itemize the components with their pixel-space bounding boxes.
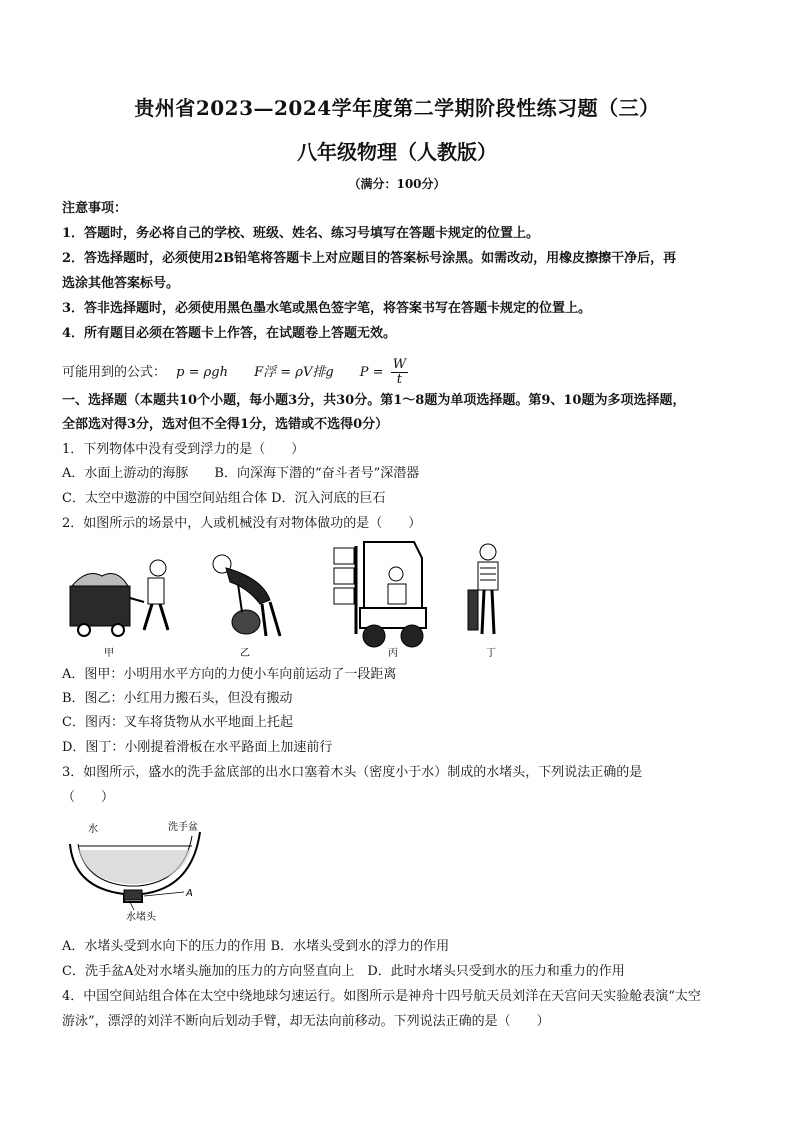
- full-score: （满分：100分）: [348, 177, 446, 191]
- q3-basin-figure: [64, 816, 224, 926]
- figure-yi-lift-stone: [213, 555, 280, 636]
- water-plug-label: 水堵头: [126, 912, 156, 923]
- note-item-1: 1．答题时，务必将自己的学校、班级、姓名、练习号填写在答题卡规定的位置上。: [62, 226, 540, 241]
- formula-numerator: W: [392, 357, 407, 372]
- q4-stem: 4．中国空间站组合体在太空中绕地球匀速运行。如图所示是神舟十四号航天员刘洋在天宫问天实验舱表演“太空: [62, 989, 701, 1004]
- q1-stem: 1．下列物体中没有受到浮力的是（ ）: [62, 442, 305, 457]
- q4-stem-cont: 游泳”，漂浮的刘洋不断向后划动手臂，却无法向前移动。下列说法正确的是（ ）: [62, 1014, 550, 1029]
- q1-options-cd: C．太空中遨游的中国空间站组合体 D．沉入河底的巨石: [62, 491, 386, 506]
- formula-denominator: t: [396, 372, 403, 387]
- q3-options-ab: A．水堵头受到水向下的压力的作用 B．水堵头受到水的浮力的作用: [62, 939, 450, 954]
- basin-label: 洗手盆: [168, 822, 198, 833]
- note-item-3: 3．答非选择题时，必须使用黑色墨水笔或黑色签字笔，将答案书写在答题卡规定的位置上。: [62, 301, 592, 316]
- note-item-2-cont: 选涂其他答案标号。: [62, 276, 180, 291]
- q2-option-d: D．图丁：小刚提着滑板在水平路面上加速前行: [62, 740, 333, 755]
- figure-bing-forklift: [334, 542, 426, 647]
- q2-option-a: A．图甲：小明用水平方向的力使小车向前运动了一段距离: [62, 667, 397, 682]
- q3-stem: 3．如图所示，盛水的洗手盆底部的出水口塞着木头（密度小于水）制成的水堵头，下列说法正确的是: [62, 765, 643, 780]
- basin-point-a-label: A: [186, 888, 193, 899]
- figure-label-bing: 丙: [388, 648, 398, 659]
- q2-option-c: C．图丙：叉车将货物从水平地面上托起: [62, 715, 293, 730]
- exam-title: 贵州省2023—2024学年度第二学期阶段性练习题（三）: [134, 96, 660, 120]
- figure-label-yi: 乙: [240, 648, 250, 659]
- q3-options-cd: C．洗手盆A处对水堵头施加的压力的方向竖直向上 D．此时水堵头只受到水的压力和重力的作用: [62, 964, 625, 979]
- notes-heading: 注意事项：: [62, 201, 128, 216]
- section1-line1: 一、选择题（本题共10个小题，每小题3分，共30分。第1～8题为单项选择题。第9、10题为多项选择题，: [62, 393, 686, 408]
- figure-label-jia: 甲: [104, 648, 114, 659]
- note-item-4: 4．所有题目必须在答题卡上作答，在试题卷上答题无效。: [62, 326, 397, 341]
- section1-line2: 全部选对得3分，选对但不全得1分，选错或不选得0分）: [62, 417, 389, 432]
- basin-water-label: 水: [88, 824, 98, 835]
- formula-pressure: p = ρgh: [176, 365, 228, 380]
- exam-subtitle: 八年级物理（人教版）: [297, 140, 497, 164]
- formula-buoyancy: F浮 = ρV排g: [254, 365, 334, 380]
- formula-row: [62, 358, 408, 387]
- formula-power: [359, 357, 408, 387]
- figure-jia-cart-push: [70, 560, 168, 636]
- formula-fraction: [391, 358, 408, 387]
- note-item-2: 2．答选择题时，必须使用2B铅笔将答题卡上对应题目的答案标号涂黑。如需改动，用橡皮擦擦干净后，再: [62, 251, 677, 266]
- formula-label: 可能用到的公式：: [62, 365, 167, 380]
- q1-options-ab: A．水面上游动的海豚 B．向深海下潜的“奋斗者号”深潜器: [62, 466, 420, 481]
- formula-power-left: P =: [359, 365, 384, 380]
- q2-stem: 2．如图所示的场景中，人或机械没有对物体做功的是（ ）: [62, 516, 422, 531]
- q2-figure: [62, 538, 522, 662]
- q3-stem-cont: （ ）: [62, 790, 115, 805]
- q2-option-b: B．图乙：小红用力搬石头，但没有搬动: [62, 691, 293, 706]
- figure-ding-skateboard: [468, 544, 498, 634]
- figure-label-ding: 丁: [486, 648, 496, 659]
